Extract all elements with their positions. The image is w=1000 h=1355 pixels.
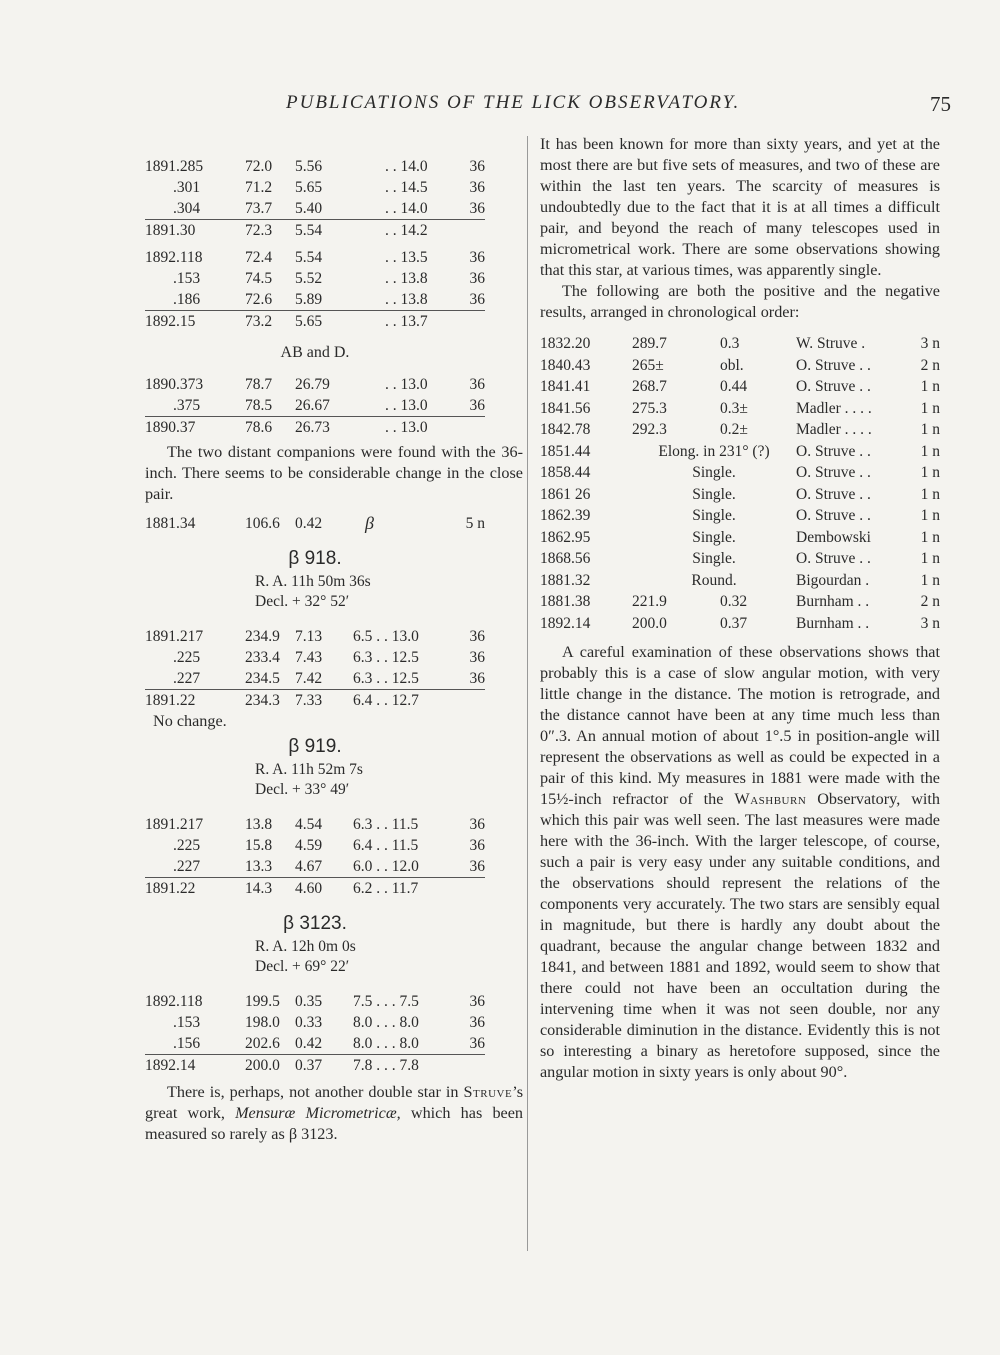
paragraph-history: It has been known for more than sixty years, and yet at the most there are but five sets of measures, and two of these are within the last ten years. The scarcity of measures is undoubtedly due to the fact that it is at all times a difficult pair, and beyond the reach of many telescopes used in micrometrical work. There are some observations showing that this star, at various times, was apparently single. — [540, 135, 940, 279]
table-cell: 5.65 — [295, 179, 323, 196]
table-cell: 1881.34 — [145, 515, 196, 532]
ra-b3123: R. A. 12h 0m 0s — [255, 938, 356, 955]
table-cell: 1881.32 — [540, 571, 591, 589]
ra-b919: R. A. 11h 52m 7s — [255, 761, 363, 778]
table-row — [540, 398, 940, 420]
table-cell: 221.9 — [632, 593, 667, 610]
star-title-b918: β 918. — [288, 548, 342, 569]
table-row — [145, 690, 485, 711]
table-cell: 36 — [469, 837, 485, 854]
table-cell: 198.0 — [245, 1014, 280, 1031]
table-cell: .153 — [173, 270, 201, 287]
table-cell — [457, 417, 485, 438]
table-row — [145, 835, 485, 856]
table-row — [145, 856, 485, 877]
table-cell: 36 — [469, 291, 485, 308]
table-row — [540, 613, 940, 635]
table-row — [145, 1012, 485, 1033]
table-row — [540, 333, 940, 355]
table-cell: 26.79 — [295, 376, 330, 393]
table-cell: .156 — [173, 1035, 201, 1052]
table-row — [145, 220, 485, 241]
right-column — [540, 134, 940, 1083]
measure-1881 — [145, 513, 485, 534]
table-cell: 275.3 — [632, 399, 667, 417]
table-cell: 6.3 . . 12.5 — [353, 670, 419, 687]
table-cell: 5.52 — [295, 270, 323, 287]
table-cell: Madler . . . . — [796, 421, 872, 438]
table-row — [145, 417, 485, 438]
table-cell: 36 — [469, 670, 485, 687]
table-row — [540, 591, 940, 613]
table-cell — [457, 220, 485, 241]
table-cell: 199.5 — [245, 993, 280, 1010]
table-cell: 14.3 — [245, 880, 273, 897]
table-cell: 1862.39 — [540, 507, 591, 524]
table-cell: W. Struve . — [796, 335, 866, 352]
measures-table-ab-c-mean2 — [145, 311, 485, 332]
table-cell: 1851.44 — [540, 442, 591, 460]
table-cell: 73.2 — [245, 313, 273, 330]
table-row — [145, 626, 485, 647]
table-cell: 74.5 — [245, 270, 273, 287]
table-cell: 106.6 — [245, 515, 280, 532]
table-cell: 6.2 . . 11.7 — [353, 880, 419, 897]
table-row — [540, 441, 940, 463]
measures-table-b919-mean — [145, 878, 485, 899]
table-cell: O. Struve . . — [796, 550, 871, 567]
table-row — [145, 878, 485, 899]
table-cell: 5.89 — [295, 291, 323, 308]
table-cell — [457, 878, 485, 899]
table-cell: 1 n — [920, 528, 940, 546]
table-cell: 1 n — [920, 421, 940, 438]
table-cell: 7.43 — [295, 649, 323, 666]
table-cell: 1892.14 — [145, 1057, 196, 1074]
table-cell: .304 — [173, 200, 201, 217]
table-cell: O. Struve . . — [796, 356, 871, 374]
table-cell: Burnham . . — [796, 614, 870, 632]
table-cell: Elong. in 231° (?) — [658, 442, 770, 460]
table-cell: 0.2± — [720, 421, 748, 438]
table-cell: 6.0 . . 12.0 — [353, 858, 419, 875]
measures-table-b3123-mean — [145, 1055, 485, 1076]
table-cell: 0.37 — [295, 1057, 323, 1074]
table-cell: 72.6 — [245, 291, 273, 308]
table-row — [540, 527, 940, 549]
measures-table-b919 — [145, 814, 485, 877]
table-cell: . . 14.2 — [385, 222, 428, 239]
star-title-b3123: β 3123. — [283, 913, 347, 934]
table-cell: 6.4 . . 12.7 — [353, 692, 419, 709]
table-cell: 36 — [469, 376, 485, 393]
table-cell: 4.67 — [295, 858, 323, 875]
paragraph-companions: The two distant companions were found with the 36-inch. There seems to be considerable change in the close pair. — [145, 443, 523, 503]
table-cell: 36 — [469, 249, 485, 266]
table-cell: 200.0 — [245, 1057, 280, 1074]
table-cell: 78.5 — [245, 397, 273, 414]
table-cell: 72.0 — [245, 158, 273, 175]
observations-table — [540, 333, 940, 634]
text-run: A careful examination of these observations shows that probably this is a case of slow angular motion, with very little change in the distance. The motion is retrograde, and the distance cannot have been at any time much less than 0″.3. An annual motion of about 1°.5 in position-angle will represent the observations as well as could be expected in a pair of this kind. My measures in 1881 were made with the 15½-inch refractor of the — [540, 643, 940, 808]
struve-name: Struve — [463, 1083, 513, 1101]
running-title: PUBLICATIONS OF THE LICK OBSERVATORY. — [286, 92, 741, 113]
table-cell: 1890.373 — [145, 376, 204, 393]
table-cell: 7.13 — [295, 628, 323, 645]
table-cell: 7.8 . . . 7.8 — [353, 1057, 419, 1074]
table-cell: 36 — [469, 1014, 485, 1031]
table-row — [540, 462, 940, 484]
table-cell: 0.3 — [720, 335, 740, 352]
table-cell: . . 13.8 — [385, 270, 428, 287]
table-cell: . . 13.0 — [385, 376, 428, 393]
table-cell: 2 n — [920, 356, 940, 374]
table-cell: Single. — [692, 507, 736, 524]
table-row — [145, 647, 485, 668]
table-cell: .225 — [173, 837, 201, 854]
table-cell: 0.42 — [295, 1035, 323, 1052]
table-cell: . . 13.5 — [385, 249, 428, 266]
table-cell: obl. — [720, 356, 744, 374]
table-row — [145, 156, 485, 177]
table-row — [145, 374, 485, 395]
table-cell: 1892.118 — [145, 993, 203, 1010]
table-cell: 13.8 — [245, 816, 273, 833]
star-title-b919: β 919. — [288, 736, 342, 757]
table-cell: O. Struve . . — [796, 485, 871, 503]
note-no-change: No change. — [153, 712, 227, 730]
table-cell: 1892.118 — [145, 249, 203, 266]
table-cell: 0.32 — [720, 593, 748, 610]
measures-table-b918-mean — [145, 690, 485, 711]
table-cell: 0.3± — [720, 399, 748, 417]
table-row — [145, 814, 485, 835]
table-cell: 2 n — [920, 593, 940, 610]
table-row — [145, 395, 485, 416]
measures-table-ab-c-1892 — [145, 247, 485, 310]
text-run: Observatory, with which this pair was well seen. The last measures were made here with the 36-inch. With the larger telescope, of course, such a pair is very easy under any suitable conditions, and the observations should represent the relations of the components very accurately. The two stars are sensibly equal in magnitude, but there is hardly any doubt about the quadrant, because the angular change between 1832 and 1841, and between 1881 and 1892, would seem to show that there could not have been an occultation during the intervening time when it was not seen double, nor any considerable diminution in the distance. Evidently this is not so interesting a binary as heretofore supposed, since the angular motion in sixty years is only about 90°. — [540, 790, 940, 1081]
table-cell: 71.2 — [245, 179, 273, 196]
table-cell: 36 — [469, 858, 485, 875]
table-cell: . . 13.0 — [385, 397, 428, 414]
table-cell: 3 n — [920, 335, 940, 352]
table-cell: . . 13.8 — [385, 291, 428, 308]
table-cell: 5.56 — [295, 158, 323, 175]
table-cell: 78.7 — [245, 376, 273, 393]
table-cell: . . 13.0 — [385, 419, 428, 436]
table-row — [145, 1055, 485, 1076]
table-row — [540, 548, 940, 570]
table-cell: 289.7 — [632, 335, 667, 352]
table-cell — [457, 311, 485, 332]
table-cell: 5.40 — [295, 200, 323, 217]
table-row — [145, 268, 485, 289]
table-cell: Single. — [692, 528, 736, 546]
table-cell: 1890.37 — [145, 419, 196, 436]
observatory-name: Washburn — [734, 790, 807, 808]
table-cell: 0.42 — [295, 515, 323, 532]
table-cell: O. Struve . . — [796, 378, 871, 395]
table-cell: . . 14.0 — [385, 158, 428, 175]
table-cell: .227 — [173, 858, 201, 875]
table-cell: .225 — [173, 649, 201, 666]
text-run: which has been measured so rarely as β 3123. — [145, 1104, 523, 1143]
table-cell: 1 n — [920, 507, 940, 524]
table-cell: 4.54 — [295, 816, 323, 833]
table-cell: 78.6 — [245, 419, 273, 436]
table-cell: O. Struve . . — [796, 507, 871, 524]
table-cell: .186 — [173, 291, 201, 308]
measures-table-ab-d — [145, 374, 485, 416]
table-cell: 36 — [469, 628, 485, 645]
table-cell: Round. — [691, 571, 737, 589]
table-cell: 7.5 . . . 7.5 — [353, 993, 419, 1010]
measures-table-ab-d-mean — [145, 417, 485, 438]
work-title: Mensuræ Micrometricæ, — [235, 1104, 401, 1122]
table-cell: 6.3 . . 12.5 — [353, 649, 419, 666]
table-cell: 72.4 — [245, 249, 273, 266]
table-cell: 1891.22 — [145, 880, 196, 897]
table-cell: .301 — [173, 179, 201, 196]
table-cell: 1891.285 — [145, 158, 204, 175]
table-cell: 1841.56 — [540, 399, 591, 417]
table-cell: 6.3 . . 11.5 — [353, 816, 419, 833]
table-cell: Burnham . . — [796, 593, 870, 610]
table-cell: 8.0 . . . 8.0 — [353, 1014, 419, 1031]
table-row — [145, 247, 485, 268]
table-cell: O. Struve . . — [796, 464, 871, 481]
table-cell: 6.4 . . 11.5 — [353, 837, 419, 854]
table-cell: 1841.41 — [540, 378, 591, 395]
subtable-caption: AB and D. — [280, 344, 350, 361]
table-cell: . . 14.5 — [385, 179, 428, 196]
table-cell: 1 n — [920, 550, 940, 567]
table-cell: 1891.217 — [145, 816, 204, 833]
table-cell: 1 n — [920, 442, 940, 460]
table-cell: 234.9 — [245, 628, 280, 645]
table-cell: 4.60 — [295, 880, 323, 897]
table-cell: 268.7 — [632, 378, 667, 395]
ra-b918: R. A. 11h 50m 36s — [255, 573, 371, 590]
table-cell: . . 13.7 — [385, 313, 428, 330]
table-row — [145, 991, 485, 1012]
table-cell — [457, 1055, 485, 1076]
table-cell: 1 n — [920, 378, 940, 395]
table-row — [540, 419, 940, 441]
table-cell: 26.73 — [295, 419, 330, 436]
table-cell: 5.54 — [295, 249, 323, 266]
table-cell: 1892.14 — [540, 614, 591, 632]
measures-table-ab-c — [145, 156, 485, 219]
table-cell: 26.67 — [295, 397, 330, 414]
table-cell: 8.0 . . . 8.0 — [353, 1035, 419, 1052]
table-cell: 1881.38 — [540, 593, 591, 610]
table-row — [540, 355, 940, 377]
text-run: There is, perhaps, not another double star in — [167, 1083, 464, 1101]
measures-table-b3123 — [145, 991, 485, 1054]
paragraph-examination — [540, 642, 940, 1083]
table-cell: 0.37 — [720, 614, 748, 632]
table-row — [145, 289, 485, 310]
table-cell: 1891.22 — [145, 692, 196, 709]
table-cell: β — [365, 513, 374, 533]
table-cell — [457, 690, 485, 711]
table-cell: 36 — [469, 270, 485, 287]
paragraph-following: The following are both the positive and the negative results, arranged in chronological order: — [540, 282, 940, 321]
left-column — [145, 156, 523, 1145]
table-cell: 5.54 — [295, 222, 323, 239]
table-cell: Bigourdan . — [796, 571, 870, 589]
table-cell: 4.59 — [295, 837, 323, 854]
table-row — [145, 177, 485, 198]
table-cell: 0.44 — [720, 378, 748, 395]
table-row — [145, 1033, 485, 1054]
decl-b918: Decl. + 32° 52′ — [255, 593, 350, 610]
table-cell: 1 n — [920, 485, 940, 503]
table-row — [145, 668, 485, 689]
table-cell: 1892.15 — [145, 313, 196, 330]
table-row — [540, 484, 940, 506]
table-cell: 1 n — [920, 571, 940, 589]
table-cell: 73.7 — [245, 200, 273, 217]
table-cell: .153 — [173, 1014, 201, 1031]
table-cell: 233.4 — [245, 649, 280, 666]
table-cell: Single. — [692, 550, 736, 567]
table-row — [540, 570, 940, 592]
table-cell: 13.3 — [245, 858, 273, 875]
table-cell: 1868.56 — [540, 550, 591, 567]
table-cell: 234.3 — [245, 692, 280, 709]
table-cell: 1861 26 — [540, 485, 591, 503]
table-cell: 36 — [469, 179, 485, 196]
table-cell: 3 n — [920, 614, 940, 632]
table-cell: 234.5 — [245, 670, 280, 687]
table-cell: 1840.43 — [540, 356, 591, 374]
decl-b919: Decl. + 33° 49′ — [255, 781, 350, 798]
table-cell: 1 n — [920, 464, 940, 481]
table-cell: 1891.30 — [145, 222, 196, 239]
measures-table-ab-c-mean — [145, 220, 485, 241]
table-cell: 1 n — [920, 399, 940, 417]
table-cell: 36 — [469, 649, 485, 666]
table-row — [540, 505, 940, 527]
table-row — [540, 376, 940, 398]
table-cell: . . 14.0 — [385, 200, 428, 217]
table-cell: 202.6 — [245, 1035, 280, 1052]
table-cell: Single. — [692, 464, 736, 481]
table-cell: 200.0 — [632, 614, 667, 632]
table-cell: 36 — [469, 200, 485, 217]
table-cell: 1862.95 — [540, 528, 591, 546]
table-cell: 7.42 — [295, 670, 323, 687]
text-run: ’s great work, — [145, 1083, 523, 1122]
paragraph-struve — [145, 1082, 523, 1145]
table-cell: 15.8 — [245, 837, 273, 854]
table-cell: 36 — [469, 158, 485, 175]
table-cell: Single. — [692, 485, 736, 503]
table-cell: O. Struve . . — [796, 442, 871, 460]
table-cell: 72.3 — [245, 222, 273, 239]
table-cell: 6.5 . . 13.0 — [353, 628, 419, 645]
table-cell: 36 — [469, 993, 485, 1010]
page-number: 75 — [930, 92, 951, 116]
table-cell: 1891.217 — [145, 628, 204, 645]
table-cell: 36 — [469, 397, 485, 414]
decl-b3123: Decl. + 69° 22′ — [255, 958, 350, 975]
column-divider — [527, 136, 528, 1251]
table-cell: 0.35 — [295, 993, 323, 1010]
table-cell: 5.65 — [295, 313, 323, 330]
table-cell: 7.33 — [295, 692, 323, 709]
table-cell: 292.3 — [632, 421, 667, 438]
table-row — [145, 198, 485, 219]
table-cell: .375 — [173, 397, 201, 414]
table-cell: Madler . . . . — [796, 399, 872, 417]
table-cell: 1858.44 — [540, 464, 591, 481]
table-cell: 265± — [632, 356, 664, 374]
table-cell: 5 n — [465, 515, 485, 532]
table-cell: 36 — [469, 1035, 485, 1052]
page-header — [0, 92, 1000, 122]
table-cell: 36 — [469, 816, 485, 833]
table-cell: 1832.20 — [540, 335, 591, 352]
table-row — [145, 513, 485, 534]
table-cell: .227 — [173, 670, 201, 687]
table-cell: Dembowski — [796, 528, 871, 546]
measures-table-b918 — [145, 626, 485, 689]
table-row — [145, 311, 485, 332]
table-cell: 0.33 — [295, 1014, 323, 1031]
table-cell: 1842.78 — [540, 421, 591, 438]
